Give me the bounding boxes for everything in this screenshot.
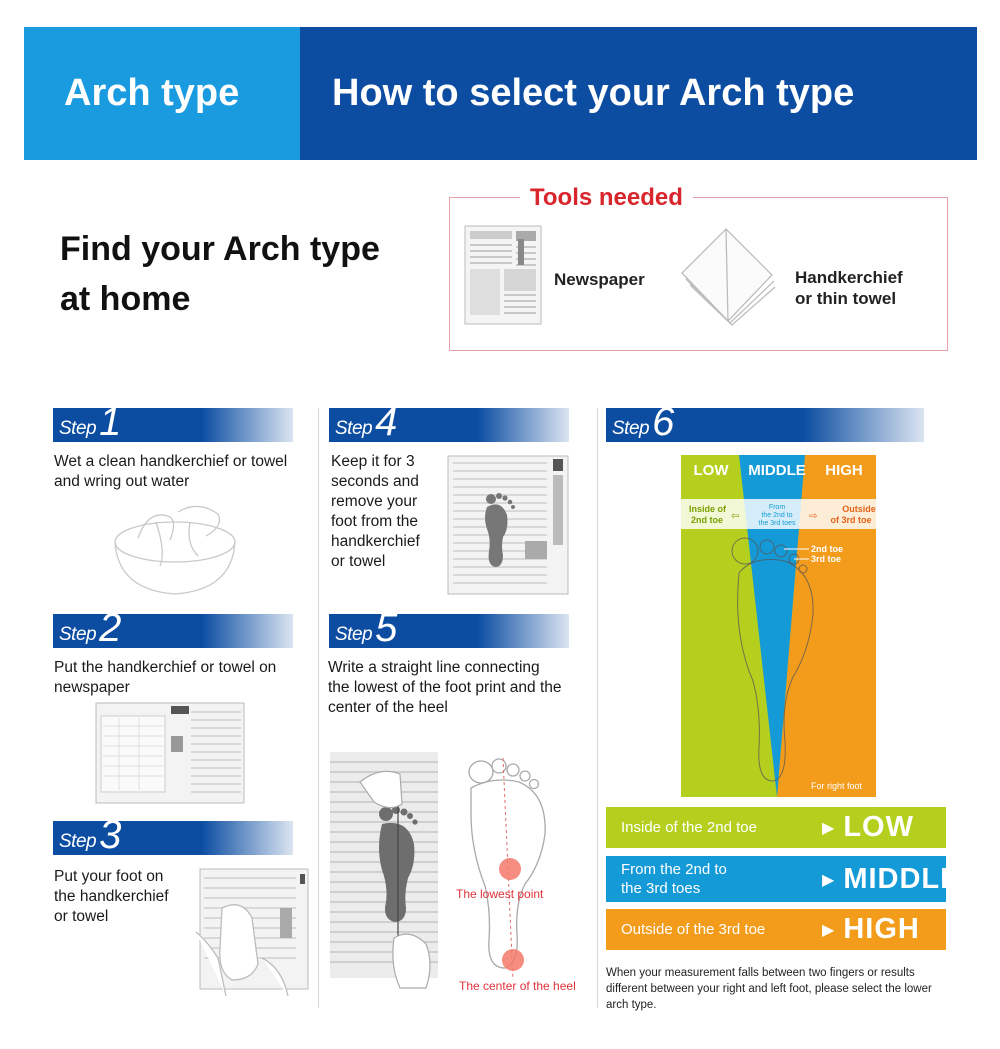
result-high-value: ▶ HIGH [822, 913, 920, 945]
arch-type-chart [681, 455, 876, 797]
result-high [606, 909, 946, 950]
inside-label-line1: Inside of [689, 504, 727, 514]
step-6-word: Step [612, 418, 650, 439]
washing-bowl-illustration [108, 492, 243, 600]
low-arrow-icon: ⇦ [731, 511, 740, 522]
lowest-point-label: The lowest point [456, 887, 544, 901]
col-high-label: HIGH [825, 462, 863, 479]
result-middle [606, 856, 961, 902]
newspaper-towel-illustration [95, 702, 245, 804]
handkerchief-label: Handkerchief or thin towel [795, 268, 903, 308]
right-foot-note: For right foot [811, 781, 863, 791]
step-5-text: Write a straight line connecting the lowest of the foot print and the center of the heel [328, 659, 562, 716]
foot-on-towel-illustration [192, 868, 310, 1000]
step-2-text: Put the handkerchief or towel on newspaper [54, 659, 277, 696]
foot-outline-diagram [463, 754, 553, 986]
step-2-word: Step [59, 624, 97, 645]
header-how-to-title: How to select your Arch type [300, 27, 977, 160]
newspaper-label: Newspaper [554, 270, 645, 289]
find-arch-title: Find your Arch type at home [60, 230, 380, 318]
step-2-bar [53, 606, 293, 650]
step-4-text: Keep it for 3 seconds and remove your foot from the handkerchief or towel [331, 453, 420, 570]
from-label-line1: From [768, 504, 786, 511]
newspaper-icon [464, 225, 542, 325]
result-low-desc: Inside of the 2nd toe [621, 819, 757, 836]
result-middle-desc: From the 2nd to the 3rd toes [621, 861, 727, 897]
step-3-bar [53, 813, 293, 857]
inside-label-line2: 2nd toe [691, 515, 724, 525]
from-label-line3: the 3rd toes [758, 520, 796, 527]
tools-title: Tools needed [520, 182, 693, 214]
col-low-label: LOW [693, 462, 729, 479]
from-label-line2: the 2nd to [761, 512, 793, 519]
toe-2-label: 2nd toe [811, 544, 844, 554]
arch-selection-note: When your measurement falls between two fingers or results different between your right and left foot, please select the lower arch type. [606, 967, 932, 1011]
header-banner [24, 27, 977, 160]
step-1-text: Wet a clean handkerchief or towel and wring out water [54, 453, 288, 490]
step-6-bar [606, 400, 924, 444]
step-4-bar [329, 400, 569, 444]
footprint-newspaper-illustration [447, 455, 569, 595]
high-arrow-icon: ⇨ [809, 511, 818, 522]
step-3-word: Step [59, 831, 97, 852]
toe-3-label: 3rd toe [811, 554, 842, 564]
result-high-desc: Outside of the 3rd toe [621, 921, 766, 938]
col-middle-label: MIDDLE [748, 462, 806, 479]
heel-center-label: The center of the heel [459, 979, 576, 993]
step-1-word: Step [59, 418, 97, 439]
step-1-bar [53, 400, 293, 444]
step-6-number: 6 [652, 400, 675, 444]
handkerchief-icon [678, 225, 778, 327]
column-divider-1 [318, 408, 319, 1008]
step-5-word: Step [335, 624, 373, 645]
step-1-number: 1 [99, 400, 122, 444]
play-arrow-icon: ▶ [822, 922, 836, 940]
draw-line-illustration [330, 752, 442, 992]
result-low-value: ▶ LOW [822, 811, 914, 843]
result-middle-value: ▶ MIDDLE [822, 862, 961, 895]
result-low [606, 807, 946, 848]
step-3-text: Put your foot on the handkerchief or towel [54, 868, 169, 925]
step-2-number: 2 [99, 606, 122, 650]
header-arch-type-title: Arch type [24, 27, 300, 160]
play-arrow-icon: ▶ [822, 820, 836, 838]
outside-label-line2: of 3rd toe [830, 515, 872, 525]
outside-label-line1: Outside [842, 504, 876, 514]
step-5-bar [329, 606, 569, 650]
step-4-number: 4 [375, 400, 398, 444]
step-4-word: Step [335, 418, 373, 439]
column-divider-2 [597, 408, 598, 1008]
step-3-number: 3 [99, 813, 122, 857]
play-arrow-icon: ▶ [822, 871, 836, 889]
step-5-number: 5 [375, 606, 398, 650]
